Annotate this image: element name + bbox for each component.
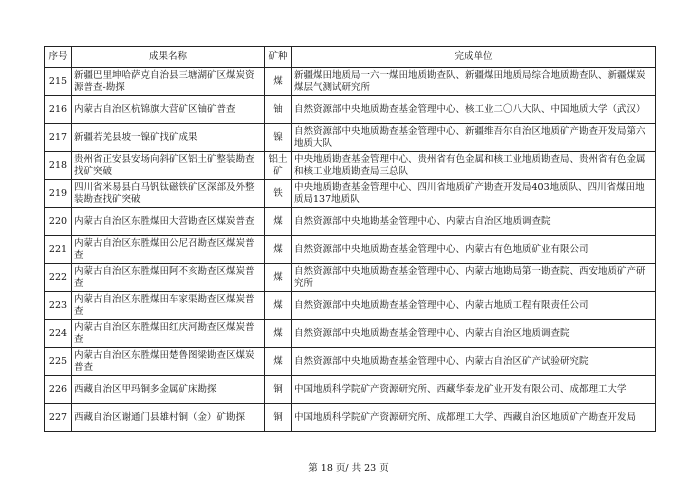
row-completing-unit: 自然资源部中央地质勘查基金管理中心、内蒙古有色地质矿业有限公司 (292, 236, 656, 264)
row-mineral: 煤 (265, 236, 292, 264)
row-mineral: 铜 (265, 376, 292, 404)
row-completing-unit: 自然资源部中央地质勘查基金管理中心、内蒙古地勘局第一勘查院、西安地质矿产研究所 (292, 264, 656, 292)
row-result-name: 内蒙古自治区东胜煤田楚鲁图梁勘查区煤炭普查 (72, 348, 265, 376)
row-completing-unit: 自然资源部中央地质勘查基金管理中心、内蒙古地质工程有限责任公司 (292, 292, 656, 320)
row-result-name: 内蒙古自治区东胜煤田车家渠勘查区煤炭普查 (72, 292, 265, 320)
row-completing-unit: 中央地质勘查基金管理中心、四川省地质矿产勘查开发局403地质队、四川省煤田地质局137地质队 (292, 180, 656, 208)
row-mineral: 铝土矿 (265, 152, 292, 180)
row-result-name: 新疆巴里坤哈萨克自治县三塘湖矿区煤炭资源普查-勘探 (72, 68, 265, 96)
row-number: 221 (45, 236, 72, 264)
row-mineral: 煤 (265, 68, 292, 96)
header-result-name: 成果名称 (72, 47, 265, 68)
table-row (45, 152, 656, 180)
row-result-name: 内蒙古自治区杭锦旗大营矿区铀矿普查 (72, 96, 265, 124)
row-number: 227 (45, 404, 72, 432)
row-result-name: 内蒙古自治区东胜煤田阿不亥勘查区煤炭普查 (72, 264, 265, 292)
table-row (45, 348, 656, 376)
row-result-name: 内蒙古自治区东胜煤田红庆河勘查区煤炭普查 (72, 320, 265, 348)
row-mineral: 镍 (265, 124, 292, 152)
table-row (45, 236, 656, 264)
row-number: 219 (45, 180, 72, 208)
header-completing-unit: 完成单位 (292, 47, 656, 68)
row-mineral: 煤 (265, 320, 292, 348)
page-number-footer: 第 18 页/ 共 23 页 (308, 463, 389, 474)
row-result-name: 内蒙古自治区东胜煤田大营勘查区煤炭普查 (72, 208, 265, 236)
row-result-name: 新疆若羌县坡一镍矿找矿成果 (72, 124, 265, 152)
row-mineral: 煤 (265, 292, 292, 320)
table-row (45, 180, 656, 208)
row-mineral: 铀 (265, 96, 292, 124)
row-number: 216 (45, 96, 72, 124)
row-completing-unit: 中国地质科学院矿产资源研究所、成都理工大学、西藏自治区地质矿产勘查开发局 (292, 404, 656, 432)
row-completing-unit: 自然资源部中央地质勘查基金管理中心、内蒙古自治区矿产试验研究院 (292, 348, 656, 376)
row-completing-unit: 新疆煤田地质局一六一煤田地质勘查队、新疆煤田地质局综合地质勘查队、新疆煤炭煤层气测试研究所 (292, 68, 656, 96)
header-number: 序号 (45, 47, 72, 68)
row-completing-unit: 自然资源部中央地质勘查基金管理中心、新疆维吾尔自治区地质矿产勘查开发局第六地质大队 (292, 124, 656, 152)
row-number: 217 (45, 124, 72, 152)
row-number: 226 (45, 376, 72, 404)
row-result-name: 内蒙古自治区东胜煤田公尼召勘查区煤炭普查 (72, 236, 265, 264)
row-number: 222 (45, 264, 72, 292)
row-number: 225 (45, 348, 72, 376)
row-mineral: 铜 (265, 404, 292, 432)
table-row (45, 376, 656, 404)
row-number: 224 (45, 320, 72, 348)
row-number: 220 (45, 208, 72, 236)
row-result-name: 贵州省正安县安场向斜矿区铝土矿整装勘查找矿突破 (72, 152, 265, 180)
row-mineral: 煤 (265, 264, 292, 292)
table-row (45, 96, 656, 124)
row-completing-unit: 中国地质科学院矿产资源研究所、西藏华泰龙矿业开发有限公司、成都理工大学 (292, 376, 656, 404)
results-table (44, 46, 656, 432)
row-completing-unit: 自然资源部中央地质勘查基金管理中心、内蒙古自治区地质调查院 (292, 320, 656, 348)
table-row (45, 292, 656, 320)
table-row (45, 404, 656, 432)
row-result-name: 西藏自治区谢通门县雄村铜（金）矿勘探 (72, 404, 265, 432)
table-row (45, 208, 656, 236)
row-result-name: 四川省米易县白马钒钛磁铁矿区深部及外整装勘查找矿突破 (72, 180, 265, 208)
row-number: 215 (45, 68, 72, 96)
row-completing-unit: 自然资源部中央地勘基金管理中心、内蒙古自治区地质调查院 (292, 208, 656, 236)
row-completing-unit: 中央地质勘查基金管理中心、贵州省有色金属和核工业地质勘查局、贵州省有色金属和核工业地质勘查局三总队 (292, 152, 656, 180)
table-row (45, 124, 656, 152)
table-header-row (45, 47, 656, 68)
row-number: 218 (45, 152, 72, 180)
table-row (45, 264, 656, 292)
row-completing-unit: 自然资源部中央地质勘查基金管理中心、核工业二〇八大队、中国地质大学（武汉） (292, 96, 656, 124)
row-mineral: 煤 (265, 208, 292, 236)
row-result-name: 西藏自治区甲玛铜多金属矿床勘探 (72, 376, 265, 404)
row-mineral: 煤 (265, 348, 292, 376)
row-mineral: 铁 (265, 180, 292, 208)
table-row (45, 68, 656, 96)
table-row (45, 320, 656, 348)
row-number: 223 (45, 292, 72, 320)
header-mineral: 矿种 (265, 47, 292, 68)
